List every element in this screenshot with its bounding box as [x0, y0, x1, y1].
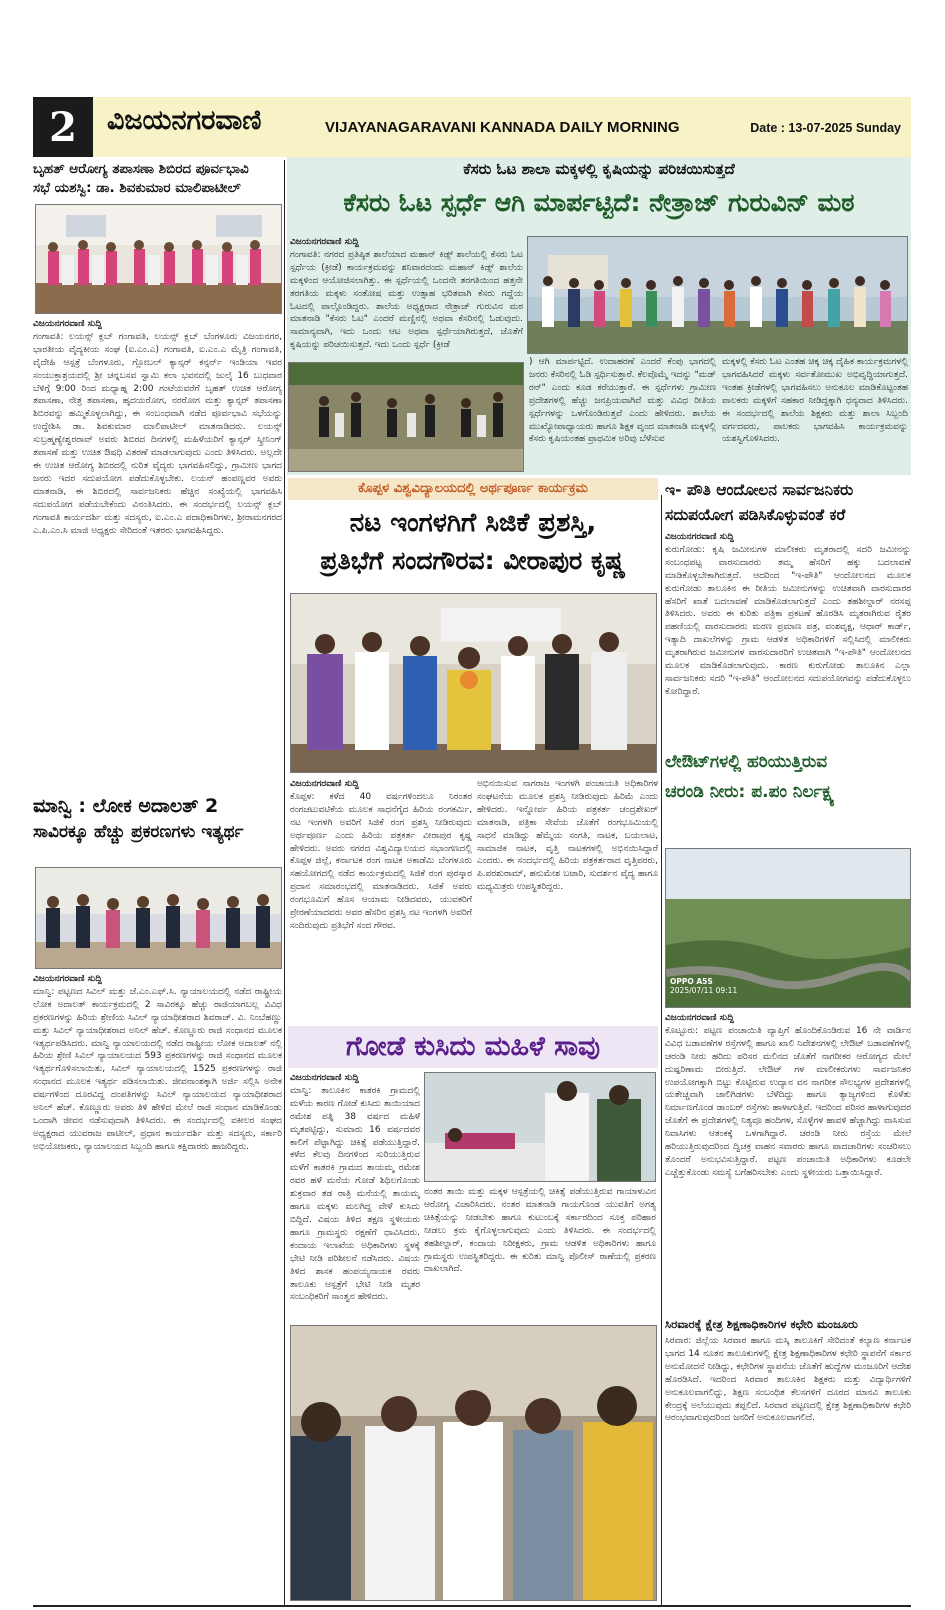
award-headline: ನಟ ಇಂಗಳಗಿಗೆ ಸಿಜಿಕೆ ಪ್ರಶಸ್ತಿ, ಪ್ರತಿಭೆಗೆ ಸಂದಗೌರವ: ವೀರಾಪುರ ಕೃಷ್ಣ — [320, 508, 626, 575]
kesaru-group-photo — [527, 236, 908, 354]
kesaru-mudrun-image — [289, 363, 524, 472]
award-story-body-2: ಅಭಿನಯಿಸುವ ನಾಗರಾಜ ಇಂಗಳಗಿ ಪಂಚಾಯತಿ ಅಧಿಕಾರಿಗಳ ಸಂಘಟನೆಯ ಮೂಲಕ ಪ್ರಶಸ್ತಿ ನೀಡಿರುವುದು ಹಿರಿಮೆ ಎಂದು ಹೇಳಿದರು. ಇನ್ನೋರ್ವ ಹಿರಿಯ ಪತ್ರಕರ್ತ ಚಂದ್ರಶೇಖರ್ ಮಾತನಾಡಿ, ಪತ್ರಿಕಾ ಸೇವೆಯ ಜೊತೆಗೆ ರಂಗಭೂಮಿಯಲ್ಲಿ ಸಾಧನೆ ಮಾಡಿದ್ದು ಹೆಮ್ಮೆಯ ಸಂಗತಿ, ನಾಟಕ, ಬಯಲಾಟ, ಸಾಮಾಜಿಕ ನಾಟಕ, ವೃತ್ತಿ ನಾಟಕಗಳಲ್ಲಿ ಅಭಿನಯಿಸಿದ್ದಾರೆ ಎಂದರು. ಈ ಸಂದರ್ಭದಲ್ಲಿ ಹಿರಿಯ ಪತ್ರಕರ್ತರಾದ ವೃತ್ತಿಪರರು, ಪಿ.ಪರಶುರಾಮ್, ಹನುಮೇಶ ಬಟಾರಿ, ಸುದರ್ಶನ ವೈದ್ಯ ಹಾಗೂ ಮಧ್ಯಮಿತ್ರರು ಉಪಸ್ಥಿತರಿದ್ದರು. — [477, 779, 658, 893]
brc-story-body: ಸಿರವಾರ: ಜಿಲ್ಲೆಯ ಸಿರವಾರ ಹಾಗೂ ಮಸ್ಕಿ ತಾಲೂಕಿಗೆ ಸೇರಿದಂತೆ ಕಲ್ಯಾಣ ಕರ್ನಾಟಕ ಭಾಗದ 14 ನೂತನ ತಾಲೂಕುಗಳಲ್ಲಿ ಕ್ಷೇತ್ರ ಶಿಕ್ಷಣಾಧಿಕಾರಿಗಳ ಕಛೇರಿ ಸ್ಥಾಪನೆಗೆ ಸರ್ಕಾರ ಅನುಮೋದನೆ ನೀಡಿದ್ದು, ಕಛೇರಿಗಳ ಸ್ಥಾಪನೆಯ ಜೊತೆಗೆ ಹುದ್ದೆಗಳ ಮಂಜೂರಿಗೆ ಆದೇಶ ಹೊರಡಿಸಿದೆ. ಇದರಿಂದ ಸಿರವಾರ ತಾಲೂಕಿನ ಶಿಕ್ಷಕರು ಮತ್ತು ವಿದ್ಯಾರ್ಥಿಗಳಿಗೆ ಅನುಕೂಲವಾಗಲಿದ್ದು, ಶಿಕ್ಷಣ ಸಂಬಂಧಿತ ಕೆಲಸಗಳಿಗೆ ದೂರದ ಮಾನವಿ ತಾಲೂಕು ಕೇಂದ್ರಕ್ಕೆ ಅಲೆಯುವುದು ತಪ್ಪಲಿದೆ. ಸಿರವಾರ ಪಟ್ಟಣದಲ್ಲಿ ಕ್ಷೇತ್ರ ಶಿಕ್ಷಣಾಧಿಕಾರಿಗಳ ಕಛೇರಿ ಆರಂಭವಾಗುವುದರಿಂದ ಜನರಿಗೆ ಅನುಕೂಲವಾಗಲಿದೆ. — [665, 1336, 911, 1424]
award-story-body-1: ವಿಜಯನಗರವಾಣಿ ಸುದ್ದಿ ಕೊಪ್ಪಳ: ಕಳೆದ 40 ವರ್ಷಗಳಿಂದಲೂ ನಿರಂತರ ರಂಗಚಟುವಟಿಕೆಯ ಮೂಲಕ ಸಾಧನೆಗೈದ ಹಿರಿಯ ರಂಗಕರ್ಮಿ, ನಟ ಇಂಗಳಗಿ ಅವರಿಗೆ ಸಿಜಿಕೆ ರಂಗ ಪ್ರಶಸ್ತಿ ನೀಡಿರುವುದು ಅರ್ಥಪೂರ್ಣ ಎಂದು ಹಿರಿಯ ಪತ್ರಕರ್ತ ವೀರಾಪುರ ಕೃಷ್ಣ ಹೇಳಿದರು. ಅವರು ನಗರದ ವಿಶ್ವವಿದ್ಯಾಲಯದ ಸಭಾಂಗಣದಲ್ಲಿ ಕೊಪ್ಪಳ ಜಿಲ್ಲೆ, ಕರ್ನಾಟಕ ರಂಗ ನಾಟಕ ಅಕಾಡೆಮಿ ಬೆಂಗಳೂರು ಸಹಯೋಗದಲ್ಲಿ ನಡೆದ ಕಾರ್ಯಕ್ರಮದಲ್ಲಿ ಸಿಜಿಕೆ ರಂಗ ಪುರಸ್ಕಾರ ಪ್ರದಾನ ಸಮಾರಂಭದಲ್ಲಿ ಮಾತನಾಡಿದರು. ಸಿಜಿಕೆ ಅವರು ರಂಗಭೂಮಿಗೆ ಹೊಸ ಆಯಾಮ ನೀಡಿದವರು, ಯುವಕರಿಗೆ ಪ್ರೇರಣೆಯಾದವರು ಅವರ ಹೆಸರಿನ ಪ್ರಶಸ್ತಿ ನಟ ಇಂಗಳಗಿ ಅವರಿಗೆ ಸಂದಿರುವುದು ಪ್ರತಿಭೆಗೆ ಸಂದ ಗೌರವ. — [290, 779, 472, 931]
ipauti-story-body: ವಿಜಯನಗರವಾಣಿ ಸುದ್ದಿ ಕುರುಗೋಡು: ಕೃಷಿ ಜಮೀನುಗಳ ಮಾಲೀಕರು ಮೃತರಾದಲ್ಲಿ ಸದರಿ ಜಮೀನನ್ನು ಸಂಬಂಧಪಟ್ಟ ವಾರಸುದಾರರು ತಮ್ಮ ಹೆಸರಿಗೆ ಹಕ್ಕು ಬದಲಾವಣೆ ಮಾಡಿಕೊಳ್ಳಬೇಕಾಗಿರುತ್ತದೆ. ಆದರಿಂದ "ಇ-ಪೌತಿ" ಆಂದೋಲನದ ಮೂಲಕ ಕುರುಗೋಡು ತಾಲೂಕಿನ ಈ ರೀತಿಯ ಜಮೀನುಗಳನ್ನು ಉಚಿತವಾಗಿ ವಾರಸುದಾರರ ಹೆಸರಿಗೆ ಖಾತೆ ಬದಲಾವಣೆ ಮಾಡಿಕೊಡಲಾಗುತ್ತದೆ ಎಂದು ತಹಶೀಲ್ದಾರ್ ನರಸಪ್ಪ ತಿಳಿಸಿದರು. ಅವರು ಈ ಕುರಿತು ಪತ್ರಿಕಾ ಪ್ರಕಟಣೆ ಹೊರಡಿಸಿ ಮೃತರಾಗಿರುವ ರೈತರ ಪಹಣಿಯಲ್ಲಿ ವಾರಸುದಾರರು ಮರಣ ಪ್ರಮಾಣ ಪತ್ರ, ವಂಶವೃಕ್ಷ, ಆಧಾರ್ ಕಾರ್ಡ್, ಇತ್ಯಾದಿ ದಾಖಲೆಗಳನ್ನು ಗ್ರಾಮ ಆಡಳಿತ ಅಧಿಕಾರಿಗಳಿಗೆ ಸಲ್ಲಿಸಿದಲ್ಲಿ ಮಾಲೀಕರು ಮೃತರಾಗಿರುವ ಜಮೀನುಗಳ ವಾರಸುದಾರರಿಗೆ ಉಚಿತವಾಗಿ "ಇ-ಪೌತಿ" ಆಂದೋಲನದ ಮೂಲಕ ಮಾಡಿಕೊಡಲಾಗುವುದು. ಕಾರಣ ಕುರುಗೋಡು ತಾಲೂಕಿನ ಎಲ್ಲಾ ಸಾರ್ವಜನಿಕರು ಸದರಿ "ಇ-ಪೌತಿ" ಆಂದೋಲನದ ಸದುಪಯೋಗವನ್ನು ಪಡೆದುಕೊಳ್ಳಲು ಕೋರಿದ್ದಾರೆ. — [665, 532, 911, 697]
wall-visit-image — [291, 1326, 657, 1601]
wall-visit-photo — [290, 1325, 657, 1601]
award-photo — [290, 593, 657, 773]
award-ceremony-image — [291, 594, 657, 773]
lokadalat-group-image — [36, 868, 282, 969]
photo-stamp: OPPO A5S 2025/07/11 09:11 — [670, 977, 738, 995]
award-kicker: ಕೊಪ್ಪಳ ವಿಶ್ವವಿದ್ಯಾಲಯದಲ್ಲಿ ಅರ್ಥಪೂರ್ಣ ಕಾರ್ಯಕ್ರಮ — [358, 481, 588, 496]
lokadalat-photo — [35, 867, 282, 969]
bottom-rule — [33, 1605, 911, 1607]
kesaru-story-body-2: ) ಆಗಿ ಮಾರ್ಪಟ್ಟಿದೆ. ಉದಾಹರಣೆ ಎಂದರೆ ಕೆಂಪು ಭಾಗದಲ್ಲಿ ಜನರು ಕೆಸರಿನಲ್ಲಿ ಓಡಿ ಸ್ಪರ್ಧಿಸುತ್ತಾರೆ. ಕೆಲವೊಮ್ಮೆ ಇದನ್ನು "ಮಡ್ ರನ್" ಎಂದು ಕೂಡ ಕರೆಯುತ್ತಾರೆ. ಈ ಸ್ಪರ್ಧೆಗಳು ಗ್ರಾಮೀಣ ಪ್ರದೇಶಗಳಲ್ಲಿ ಹೆಚ್ಚು ಜನಪ್ರಿಯವಾಗಿವೆ ಮತ್ತು ವಿವಿಧ ರೀತಿಯ ಸ್ಪರ್ಧೆಗಳನ್ನು ಒಳಗೊಂಡಿರುತ್ತವೆ ಎಂದು ಹೇಳಿದರು. ಶಾಲೆಯ ಮುಖ್ಯೋಪಾಧ್ಯಾಯರು ಹಾಗೂ ಶಿಕ್ಷಕ ವೃಂದ ಮಾತನಾಡಿ ಮಕ್ಕಳಲ್ಲಿ ಕೆಸರು ಕೃಷಿಯಂತಹ ಪ್ರಾಥಮಿಕ ಅರಿವು ಬೆಳೆಸುವ — [529, 357, 716, 445]
lokadalat-headline: ಮಾನ್ವಿ : ಲೋಕ ಅದಾಲತ್ 2 ಸಾವಿರಕ್ಕೂ ಹೆಚ್ಚು ಪ್ರಕರಣಗಳು ಇತ್ಯರ್ಥ — [33, 795, 244, 842]
lokadalat-story-body: ವಿಜಯನಗರವಾಣಿ ಸುದ್ದಿ ಮಾನ್ವಿ: ಪಟ್ಟಣದ ಸಿವಿಲ್ ಮತ್ತು ಜೆ.ಎಂ.ಎಫ್.ಸಿ. ನ್ಯಾಯಾಲಯದಲ್ಲಿ ನಡೆದ ರಾಷ್ಟ್ರೀಯ ಲೋಕ ಅದಾಲತ್ ಕಾರ್ಯಕ್ರಮದಲ್ಲಿ 2 ಸಾವಿರಕ್ಕೂ ಹೆಚ್ಚು ರಾಜಿಯಾಗಬಲ್ಲ ವಿವಿಧ ಪ್ರಕರಣಗಳನ್ನು ಹಿರಿಯ ಶ್ರೇಣಿಯ ಸಿವಿಲ್ ನ್ಯಾಯಾಧೀಶರಾದ ಶಿವರಾಜ್. ವಿ. ನಿಂಬೆಹಣ್ಣು ಮತ್ತು ಸಿವಿಲ್ ನ್ಯಾಯಾಧೀಶರಾದ ಅನಿಲ್ ಹೆಚ್. ಕೊಣ್ಣೂರು ರಾಜಿ ಸಂಧಾನದ ಮೂಲಕ ಇತ್ಯರ್ಥಪಡಿಸಿದರು. ಮಾನ್ವಿ ನ್ಯಾಯಾಲಯದಲ್ಲಿ ನಡೆದ ರಾಷ್ಟ್ರೀಯ ಲೋಕ ಅದಾಲತ್ ನಲ್ಲಿ ಹಿರಿಯ ಶ್ರೇಣಿ ಸಿವಿಲ್ ನ್ಯಾಯಾಲಯದ 593 ಪ್ರಕರಣಗಳನ್ನು ರಾಜಿ ಸಂಧಾನದ ಮೂಲಕ ಇತ್ಯರ್ಥಗೊಳಿಸಲಾಯಿತು, ಸಿವಿಲ್ ನ್ಯಾಯಾಲಯದಲ್ಲಿ 1525 ಪ್ರಕರಣಗಳನ್ನು ರಾಜಿ ಸಂಧಾನದ ಮೂಲಕ ಇತ್ಯರ್ಥ ಪಡಿಸಲಾಯಿತು. ಜೀವನಾಂಶಕ್ಕಾಗಿ ಅರ್ಜಿ ಸಲ್ಲಿಸಿ ಅನೇಕ ವರ್ಷಗಳಿಂದ ದೂರವಿದ್ದ ದಂಪತಿಗಳನ್ನು ಸಿವಿಲ್ ನ್ಯಾಯಾಲಯದ ನ್ಯಾಯಾಧೀಶರಾದ ಅನಿಲ್ ಹೆಚ್. ಕೊಣ್ಣೂರು ಅವರು ತಿಳಿ ಹೇಳಿದ ಮೇಲೆ ರಾಜಿ ಸಂಧಾನ ಮಾಡಿಕೊಂಡು ಒಂದಾಗಿ ಜೀವನ ನಡೆಸುವುದಾಗಿ ತಿಳಿಸಿದರು. ಈ ಸಂದರ್ಭದಲ್ಲಿ ವಕೀಲರ ಸಂಘದ ಅಧ್ಯಕ್ಷರಾದ ಯುವರಾಜ ಪಾಟೀಲ್, ಪ್ರಧಾನ ಕಾರ್ಯದರ್ಶಿ ಮತ್ತು ಸದಸ್ಯರು, ಸರ್ಕಾರಿ ಅಭಿಯೋಜಕರು, ನ್ಯಾಯಾಲಯದ ಸಿಬ್ಬಂದಿ ಹಾಗೂ ಕಕ್ಷಿದಾರರು ಹಾಜರಿದ್ದರು. — [33, 974, 282, 1152]
page-number: 2 — [33, 97, 93, 157]
layout-drain-photo — [665, 848, 911, 1008]
masthead-english: VIJAYANAGARAVANI KANNADA DAILY MORNING — [325, 119, 680, 136]
wall-hospital-photo — [424, 1072, 656, 1182]
wall-story-body-2: ನಂತರ ತಾಯಿ ಮತ್ತು ಮಕ್ಕಳ ಆಸ್ಪತ್ರೆಯಲ್ಲಿ ಚಿಕಿತ್ಸೆ ಪಡೆಯುತ್ತಿರುವ ಗಾಯಾಳುವಿನ ಆರೋಗ್ಯ ವಿಚಾರಿಸಿದರು. ನಂತರ ಮಾತನಾಡಿ ಗಾಯಗೊಂಡ ಯುವತಿಗೆ ಅಗತ್ಯ ಚಿಕಿತ್ಸೆಯನ್ನು ನೀಡಬೇಕು ಹಾಗೂ ಕುಟುಂಬಕ್ಕೆ ಸರ್ಕಾರದಿಂದ ಸೂಕ್ತ ಪರಿಹಾರ ನೀಡಲು ಕ್ರಮ ಕೈಗೊಳ್ಳಲಾಗುವುದು ಎಂದು ತಿಳಿಸಿದರು. ಈ ಸಂದರ್ಭದಲ್ಲಿ ತಹಶೀಲ್ದಾರ್, ಕಂದಾಯ ನಿರೀಕ್ಷಕರು, ಗ್ರಾಮ ಆಡಳಿತ ಅಧಿಕಾರಿಗಳು ಹಾಗೂ ಗ್ರಾಮಸ್ಥರು ಉಪಸ್ಥಿತರಿದ್ದರು. ಈ ಕುರಿತು ಮಾನ್ವಿ ಪೊಲೀಸ್ ಠಾಣೆಯಲ್ಲಿ ಪ್ರಕರಣ ದಾಖಲಾಗಿದೆ. — [424, 1187, 656, 1275]
brc-headline: ಸಿರವಾರಕ್ಕೆ ಕ್ಷೇತ್ರ ಶಿಕ್ಷಣಾಧಿಕಾರಿಗಳ ಕಛೇರಿ ಮಂಜೂರು — [665, 1317, 858, 1331]
ipauti-headline: ಇ- ಪೌತಿ ಆಂದೋಲನ ಸಾರ್ವಜನಿಕರು ಸದುಪಯೋಗ ಪಡಿಸಿಕೊಳ್ಳುವಂತೆ ಕರೆ — [665, 481, 854, 524]
kesaru-headline: ಕೆಸರು ಓಟ ಸ್ಪರ್ಧೆ ಆಗಿ ಮಾರ್ಪಟ್ಟಿದೆ: ನೇತ್ರಾಜ್ ಗುರುವಿನ್ ಮಠ — [343, 188, 855, 217]
wall-hospital-image — [425, 1073, 656, 1182]
wall-headline: ಗೋಡೆ ಕುಸಿದು ಮಹಿಳೆ ಸಾವು — [345, 1031, 601, 1062]
health-story-body: ವಿಜಯನಗರವಾಣಿ ಸುದ್ದಿ ಗಂಗಾವತಿ: ಲಯನ್ಸ್ ಕ್ಲಬ್ ಗಂಗಾವತಿ, ಲಯನ್ಸ್ ಕ್ಲಬ್ ಬೆಂಗಳೂರು ವಿಜಯನಗರ, ಭಾರತೀಯ ವೈದ್ಯಕೀಯ ಸಂಘ (ಐ.ಎಂ.ಎ) ಗಂಗಾವತಿ, ಐ.ಎಂ.ಎ ಮೈತ್ರಿ ಗಂಗಾವತಿ, ವೈದೇಹಿ ಆಸ್ಪತ್ರೆ ಬೆಂಗಳೂರು, ಗ್ಲೋಬಲ್ ಕ್ಯಾನ್ಸರ್ ಕನ್ಸರ್ನ್ ಇಂಡಿಯಾ ಇವರ ಸಂಯುಕ್ತಾಶ್ರಯದಲ್ಲಿ ಶ್ರೀ ಚನ್ನಬಸವ ಸ್ವಾಮಿ ಕಲಾ ಭವನದಲ್ಲಿ ಜುಲೈ 16 ಬುಧವಾರ ಬೆಳಿಗ್ಗೆ 9:00 ರಿಂದ ಮಧ್ಯಾಹ್ನ 2:00 ಗಂಟೆಯವರೆಗೆ ಬೃಹತ್ ಉಚಿತ ಆರೋಗ್ಯ ತಪಾಸಣಾ, ನೇತ್ರ ತಪಾಸಣಾ, ಹೃದಯರೋಗ, ನರರೋಗ ಮತ್ತು ಕ್ಯಾನ್ಸರ್ ತಪಾಸಣಾ ಶಿಬಿರವನ್ನು ಹಮ್ಮಿಕೊಳ್ಳಲಾಗಿದ್ದು, ಈ ಸಂಬಂಧವಾಗಿ ನಡೆದ ಪೂರ್ವಭಾವಿ ಸಭೆಯನ್ನು ಉದ್ದೇಶಿಸಿ ಡಾ. ಶಿವಕುಮಾರ ಮಾಲಿಪಾಟೀಲ್ ಮಾತನಾಡಿದರು. ಲಯನ್ಸ್ ಸುಬ್ರಹ್ಮಣ್ಯೇಶ್ವರರಾವ್ ಅವರು ಶಿಬಿರದ ದಿನಗಳಲ್ಲಿ ಮಹಿಳೆಯರಿಗೆ ಕ್ಯಾನ್ಸರ್ ಸ್ಕ್ರೀನಿಂಗ್ ತಪಾಸಣೆ ಮತ್ತು ಉಚಿತ ಔಷಧಿ ವಿತರಣೆ ಮಾಡಲಾಗುವುದು ಎಂದು ತಿಳಿಸಿದರು. ಅಲ್ಲದೇ ಈ ಉಚಿತ ಆರೋಗ್ಯ ಶಿಬಿರದಲ್ಲಿ ನುರಿತ ವೈದ್ಯರು ಭಾಗವಹಿಸಲಿದ್ದು, ಗ್ರಾಮೀಣ ಭಾಗದ ಜನರು ಇದರ ಸದುಪಯೋಗ ಪಡೆದುಕೊಳ್ಳಬೇಕು. ಲಯನ್ ಹಂಪಣ್ಣವರ ಅವರು ಮಾತನಾಡಿ, ಈ ಶಿಬಿರದಲ್ಲಿ ಸಾರ್ವಜನಿಕರು ಹೆಚ್ಚಿನ ಸಂಖ್ಯೆಯಲ್ಲಿ ಭಾಗವಹಿಸಿ ಸದುಪಯೋಗ ಪಡೆಯಬೇಕೆಂದು ವಿನಂತಿಸಿದರು. ಈ ಸಂದರ್ಭದಲ್ಲಿ ಲಯನ್ಸ್ ಕ್ಲಬ್ ಗಂಗಾವತಿ ಕಾರ್ಯದರ್ಶಿ ಮತ್ತು ಸದಸ್ಯರು, ಐ.ಎಂ.ಎ ಪದಾಧಿಕಾರಿಗಳು, ಶ್ರೀರಾಮನಗರದ ಎ.ಪಿ.ಎಂ.ಸಿ ಮಾಜಿ ಅಧ್ಯಕ್ಷರು ಸೇರಿದಂತೆ ಇತರರು ಭಾಗವಹಿಸಿದ್ದರು. — [33, 319, 282, 536]
column-rule-left — [284, 160, 285, 1605]
kesaru-mudrun-photo — [288, 362, 524, 472]
kesaru-kicker: ಕೆಸರು ಓಟ ಶಾಲಾ ಮಕ್ಕಳಲ್ಲಿ ಕೃಷಿಯನ್ನು ಪರಿಚಯಿಸುತ್ತದೆ — [463, 160, 735, 178]
layout-story-body: ವಿಜಯನಗರವಾಣಿ ಸುದ್ದಿ ಕೊಟ್ಟೂರು: ಪಟ್ಟಣ ಪಂಚಾಯಿತಿ ವ್ಯಾಪ್ತಿಗೆ ಹೊಂದಿಕೊಂಡಿರುವ 16 ನೇ ವಾರ್ಡಿನ ವಿವಿಧ ಬಡಾವಣೆಗಳ ರಸ್ತೆಗಳಲ್ಲಿ ಹಾಗೂ ಖಾಲಿ ನಿವೇಶನಗಳಲ್ಲಿ ಲೇಔಟ್ ಬಡಾವಣೆಗಳಲ್ಲಿ ಚರಂಡಿ ನೀರು ಹರಿದು ಪರಿಸರ ಮಲಿನದ ಜೊತೆಗೆ ನಾಗರೀಕರ ಆರೋಗ್ಯದ ಮೇಲೆ ದುಷ್ಪರಿಣಾಮ ಬೀರುತ್ತಿದೆ. ಲೇಔಟ್ ಗಳ ಮಾಲೀಕರುಗಳು ಸಾರ್ವಜನಿಕರ ಉಪಯೋಗಕ್ಕಾಗಿ ಬಿಟ್ಟು ಕೊಟ್ಟಿರುವ ಉದ್ಯಾನ ವನ ನಾಗರೀಕ ಸೌಲಭ್ಯಗಳ ಪ್ರದೇಶಗಳಲ್ಲಿ ಯತೇಚ್ಚವಾಗಿ ಜಾಲಿಗಿಡಗಳು ಬೆಳೆದಿದ್ದು ಹಾಗೂ ತ್ಯಾಜ್ಯಗಳಿಂದ ಕೊಳೆತು ನಿರ್ಮಾಣಗೊಂಡ ಡಾಂಬರ್ ರಸ್ತೆಗಳು ಹಾಳಾಗುತ್ತಿವೆ. ಇದರಿಂದ ಪರಿಸರ ಹಾಳಾಗುವುದರ ಜೊತೆಗೆ ಈ ಪ್ರದೇಶಗಳಲ್ಲಿ ನಿತ್ಯವೂ ಹಂದಿಗಳ, ಸೊಳ್ಳೆಗಳ ಹಾವಳಿ ಹೆಚ್ಚಾಗಿದ್ದು ವಾಸಿಸುವ ನಿವಾಸಿಗಳು ಆತಂಕಕ್ಕೆ ಒಳಗಾಗಿದ್ದಾರೆ. ಚರಂಡಿ ನೀರು ರಸ್ತೆಯ ಮೇಲೆ ಹರಿಯುತ್ತಿರುವುದರಿಂದ ದ್ವಿಚಕ್ರ ವಾಹನ ಸವಾರರು ಹಾಗೂ ಪಾದಚಾರಿಗಳು ಸಂಚರಿಸಲು ತೊಂದರೆ ಅನುಭವಿಸುತ್ತಿದ್ದಾರೆ. ಪಟ್ಟಣ ಪಂಚಾಯಿತಿ ಅಧಿಕಾರಿಗಳು ಕೂಡಲೇ ಎಚ್ಚೆತ್ತುಕೊಂಡು ಸಮಸ್ಯೆ ಬಗೆಹರಿಸಬೇಕು ಎಂದು ಸ್ಥಳೀಯರು ಒತ್ತಾಯಿಸಿದ್ದಾರೆ. — [665, 1013, 911, 1178]
kesaru-story-body-1: ವಿಜಯನಗರವಾಣಿ ಸುದ್ದಿ ಗಂಗಾವತಿ: ನಗರದ ಪ್ರತಿಷ್ಠಿತ ಶಾಲೆಯಾದ ಮಹಾನ್ ಕಿಡ್ಸ್ ಶಾಲೆಯಲ್ಲಿ ಕೆಸರು ಓಟ ಸ್ಪರ್ಧೆಯ (ಕ್ರೀಡೆ) ಕಾರ್ಯಕ್ರಮವನ್ನು ಶನಿವಾರದಂದು ಮಹಾನ್ ಕಿಡ್ಸ್ ಶಾಲೆಯ ಮಕ್ಕಳಿಂದ ಆಯೋಜಿಸಲಾಗಿತ್ತು. ಈ ಸ್ಪರ್ಧೆಯಲ್ಲಿ ಒಂದನೇ ತರಗತಿಯಿಂದ ಹತ್ತನೇ ತರಗತಿಯ ಮಕ್ಕಳು ಸಂತೋಷ ಮತ್ತು ಉತ್ಸಾಹ ಭರಿತವಾಗಿ ಕೆಸರು ಗದ್ದೆಯ ಓಟದಲ್ಲಿ ಪಾಲ್ಗೊಂಡಿದ್ದರು. ಶಾಲೆಯ ಅಧ್ಯಕ್ಷರಾದ ನೇತ್ರಾಜ್ ಗುರುವಿನ ಮಠ ಮಾತನಾಡಿ "ಕೆಸರು ಓಟ" ಎಂದರೆ ಮಣ್ಣಿನಲ್ಲಿ ಅಥವಾ ಕೆಸರಿನಲ್ಲಿ ಓಡುವುದು. ಸಾಮಾನ್ಯವಾಗಿ, ಇದು ಒಂದು ಆಟ ಅಥವಾ ಸ್ಪರ್ಧೆಯಾಗಿರುತ್ತದೆ, ಜೊತೆಗೆ ಕೃಷಿಯನ್ನು ಪರಿಚಯಿಸುತ್ತದೆ. ಇದು ಒಂದು ಸ್ಪರ್ಧೆ (ಕ್ರೀಡೆ — [290, 237, 523, 351]
health-headline: ಬೃಹತ್ ಆರೋಗ್ಯ ತಪಾಸಣಾ ಶಿಬಿರದ ಪೂರ್ವಭಾವಿ ಸಭೆ ಯಶಸ್ವಿ: ಡಾ. ಶಿವಕುಮಾರ ಮಾಲಿಪಾಟೀಲ್ — [33, 161, 249, 196]
issue-date: Date : 13-07-2025 Sunday — [750, 121, 901, 135]
kesaru-story-body-3: ಮಕ್ಕಳಲ್ಲಿ ಕೆಸರು ಓಟ ಎಂತಹ ಚಿಕ್ಕ ಚಿಕ್ಕ ದೈಹಿಕ ಕಾರ್ಯಕ್ರಮಗಳಲ್ಲಿ ಭಾಗವಹಿಸಿದರೆ ಮಕ್ಕಳು ಸರ್ವತೋಮುಖ ಅಭಿವೃದ್ಧಿಯಾಗುತ್ತದೆ. ಇಂತಹ ಕ್ರೀಡೆಗಳಲ್ಲಿ ಭಾಗವಹಿಸಲು ಅನುಕೂಲ ಮಾಡಿಕೊಟ್ಟಂತಹ ಪಾಲಕರು ಮಕ್ಕಳಿಗೆ ಸಹಕಾರ ನೀಡಿದ್ದಕ್ಕಾಗಿ ಧನ್ಯವಾದ ತಿಳಿಸಿದರು. ಈ ಸಂದರ್ಭದಲ್ಲಿ ಶಾಲೆಯ ಶಿಕ್ಷಕರು ಮತ್ತು ಶಾಲಾ ಸಿಬ್ಬಂದಿ ವರ್ಗದವರು, ಪಾಲಕರು ಭಾಗವಹಿಸಿ ಕಾರ್ಯಕ್ರಮವನ್ನು ಯಶಸ್ವಿಗೊಳಿಸಿದರು. — [722, 357, 908, 445]
health-meeting-image — [36, 205, 282, 314]
layout-headline: ಲೇಔಟ್‌ಗಳಲ್ಲಿ ಹರಿಯುತ್ತಿರುವ ಚರಂಡಿ ನೀರು: ಪ.ಪಂ ನಿರ್ಲಕ್ಷ್ಯ — [665, 752, 835, 802]
health-photo — [35, 204, 282, 314]
masthead-kannada: ವಿಜಯನಗರವಾಣಿ — [107, 105, 262, 136]
masthead-bar — [33, 97, 911, 157]
wall-story-body-1: ವಿಜಯನಗರವಾಣಿ ಸುದ್ದಿ ಮಾನ್ವಿ: ತಾಲೂಕಿನ ಕಾತರಕಿ ಗ್ರಾಮದಲ್ಲಿ ಮಳೆಯ ಕಾರಣ ಗೋಡೆ ಕುಸಿದು ತಾಯಿಯಾದ ರಮೇಶ ಪತ್ನಿ 38 ವರ್ಷದ ಮಹಿಳೆ ಮೃತಪಟ್ಟಿದ್ದು, ಸುಮಾರು 16 ವರ್ಷದವರ ಕಾಲಿಗೆ ಪೆಟ್ಟಾಗಿದ್ದು ಚಿಕಿತ್ಸೆ ಪಡೆಯುತ್ತಿದ್ದಾರೆ. ಕಳೆದ ಕೆಲವು ದಿನಗಳಿಂದ ಸುರಿಯುತ್ತಿರುವ ಮಳೆಗೆ ಕಾತರಕಿ ಗ್ರಾಮದ ತಾಯಮ್ಮ ರಮೇಶ ರವರ ಹಳೆ ಮನೆಯ ಗೋಡೆ ಶಿಥಿಲಗೊಂಡು ಶುಕ್ರವಾರ ತಡ ರಾತ್ರಿ ಮನೆಯಲ್ಲಿ ತಾಯಮ್ಮ ಹಾಗೂ ಮಕ್ಕಳು ಮಲಗಿದ್ದ ವೇಳೆ ಕುಸಿದು ಬಿದ್ದಿದೆ. ವಿಷಯ ತಿಳಿದ ತಕ್ಷಣ ಸ್ಥಳೀಯರು ಹಾಗೂ ಗ್ರಾಮಸ್ಥರು ರಕ್ಷಣೆಗೆ ಧಾವಿಸಿದರು. ಕಂದಾಯ ಇಲಾಖೆಯ ಅಧಿಕಾರಿಗಳು ಸ್ಥಳಕ್ಕೆ ಭೇಟಿ ನೀಡಿ ಪರಿಶೀಲನೆ ನಡೆಸಿದರು. ವಿಷಯ ತಿಳಿದ ಶಾಸಕ ಹಂಪಯ್ಯನಾಯಕ ರವರು ತಾಲೂಕು ಆಸ್ಪತ್ರೆಗೆ ಭೇಟಿ ನೀಡಿ ಮೃತರ ಸಂಬಂಧಿಕರಿಗೆ ಸಾಂತ್ವನ ಹೇಳಿದರು. — [290, 1073, 420, 1303]
column-rule-right — [661, 495, 662, 1605]
kesaru-group-image — [528, 237, 908, 354]
